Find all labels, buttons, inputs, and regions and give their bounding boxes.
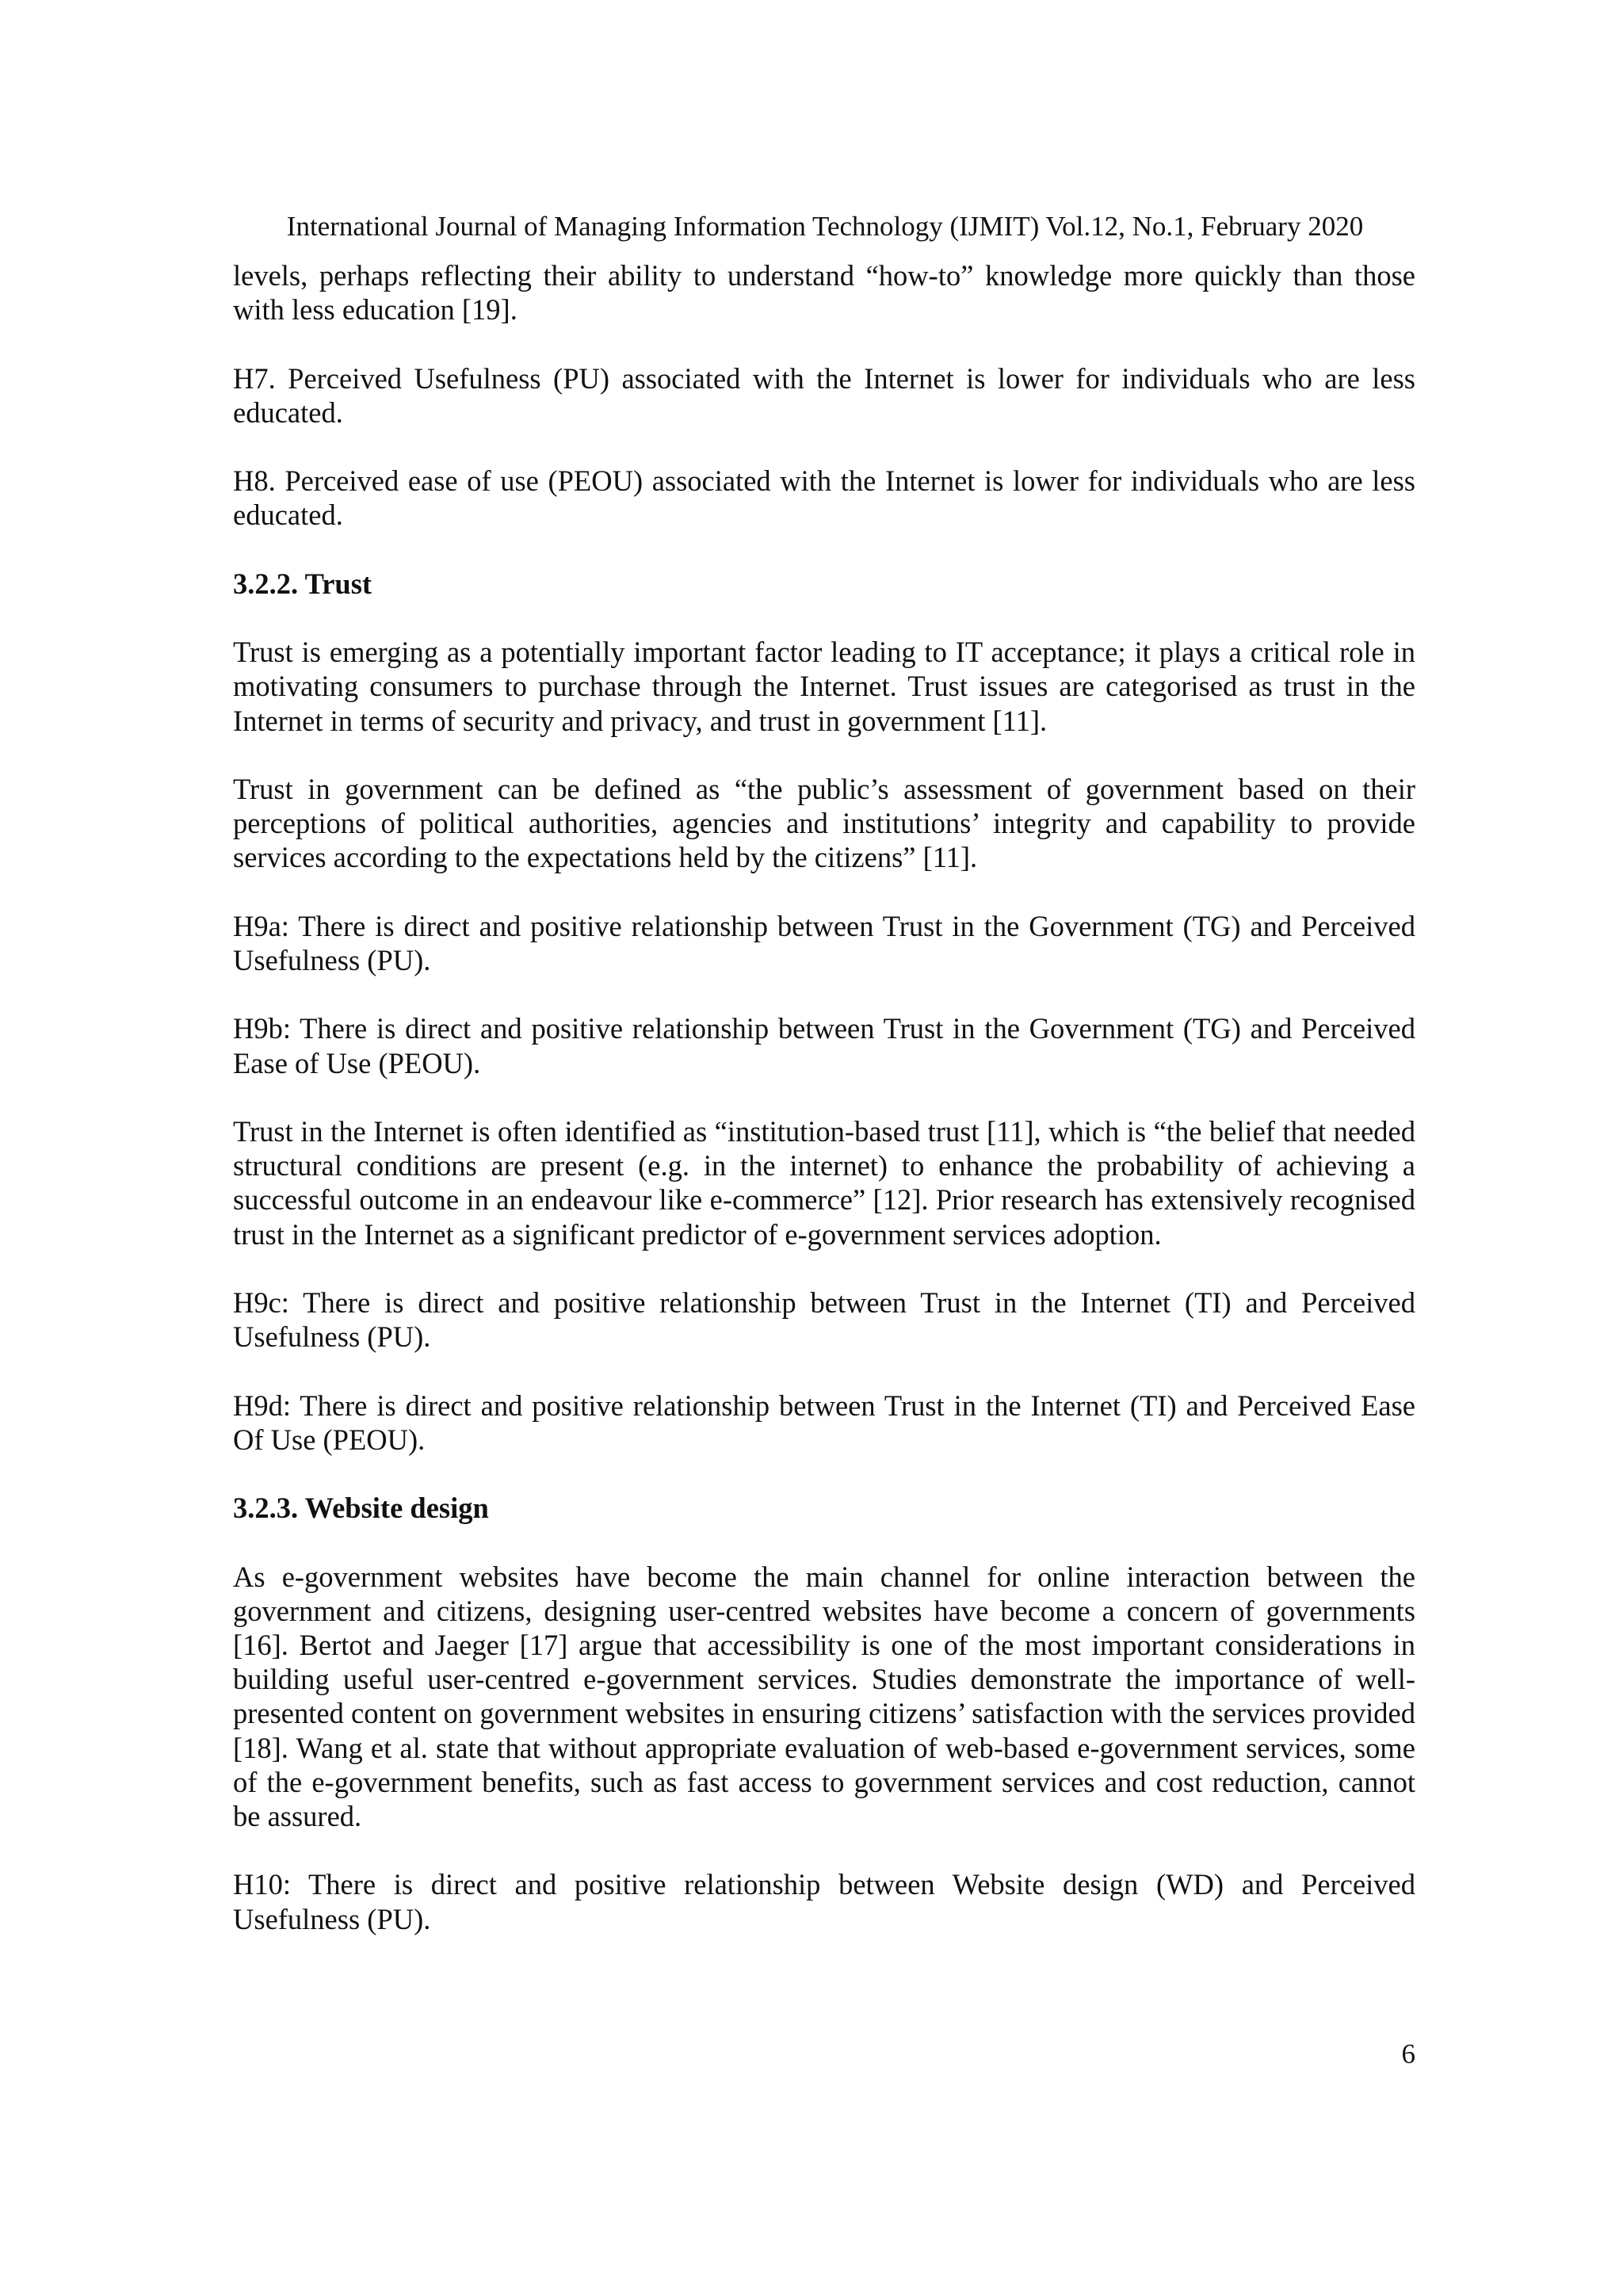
hypothesis-h7: H7. Perceived Usefulness (PU) associated with the Internet is lower for individuals who are less educated. <box>233 361 1415 429</box>
hypothesis-h10: H10: There is direct and positive relationship between Website design (WD) and Perceived Usefulness (PU). <box>233 1868 1415 1935</box>
hypothesis-h9a: H9a: There is direct and positive relationship between Trust in the Government (TG) and Perceived Usefulness (PU). <box>233 909 1415 976</box>
paragraph-trust-1: Trust is emerging as a potentially important factor leading to IT acceptance; it plays a critical role in motivating consumers to purchase through the Internet. Trust issues are categorised as trust in the Internet in terms of security and privacy, and trust in government [11]. <box>233 636 1415 737</box>
section-heading-trust: 3.2.2. Trust <box>233 567 372 600</box>
hypothesis-h9b: H9b: There is direct and positive relationship between Trust in the Government (TG) and Perceived Ease of Use (PEOU). <box>233 1012 1415 1079</box>
section-heading-website-design: 3.2.3. Website design <box>233 1492 489 1525</box>
paragraph-intro: levels, perhaps reflecting their ability to understand “how-to” knowledge more quickly than those with less education [19]. <box>233 259 1415 327</box>
running-header: International Journal of Managing Information Technology (IJMIT) Vol.12, No.1, February 2020 <box>286 211 1364 242</box>
body-text <box>233 258 1415 1970</box>
paragraph-trust-3: Trust in the Internet is often identified as “institution-based trust [11], which is “the belief that needed structural conditions are present (e.g. in the internet) to enhance the probability of achieving a successful outcome in an endeavour like e-commerce” [12]. Prior research has extensively recognised trust in the Internet as a significant predictor of e-government services adoption. <box>233 1114 1415 1251</box>
hypothesis-h9d: H9d: There is direct and positive relationship between Trust in the Internet (TI) and Perceived Ease Of Use (PEOU). <box>233 1389 1415 1456</box>
hypothesis-h8: H8. Perceived ease of use (PEOU) associated with the Internet is lower for individuals who are less educated. <box>233 464 1415 532</box>
paragraph-website-design: As e-government websites have become the main channel for online interaction between the government and citizens, designing user-centred websites have become a concern of governments [16]. Bertot and Jaeger [17] argue that accessibility is one of the most important considerations in building useful user-centred e-government services. Studies demonstrate the importance of well-presented content on government websites in ensuring citizens’ satisfaction with the services provided [18]. Wang et al. state that without appropriate evaluation of web-based e-government services, some of the e-government benefits, such as fast access to government services and cost reduction, cannot be assured. <box>233 1560 1415 1832</box>
hypothesis-h9c: H9c: There is direct and positive relationship between Trust in the Internet (TI) and Perceived Usefulness (PU). <box>233 1286 1415 1354</box>
page-number: 6 <box>1401 2038 1415 2069</box>
paragraph-trust-2: Trust in government can be defined as “the public’s assessment of government based on their perceptions of political authorities, agencies and institutions’ integrity and capability to provide services according to the expectations held by the citizens” [11]. <box>233 772 1415 874</box>
